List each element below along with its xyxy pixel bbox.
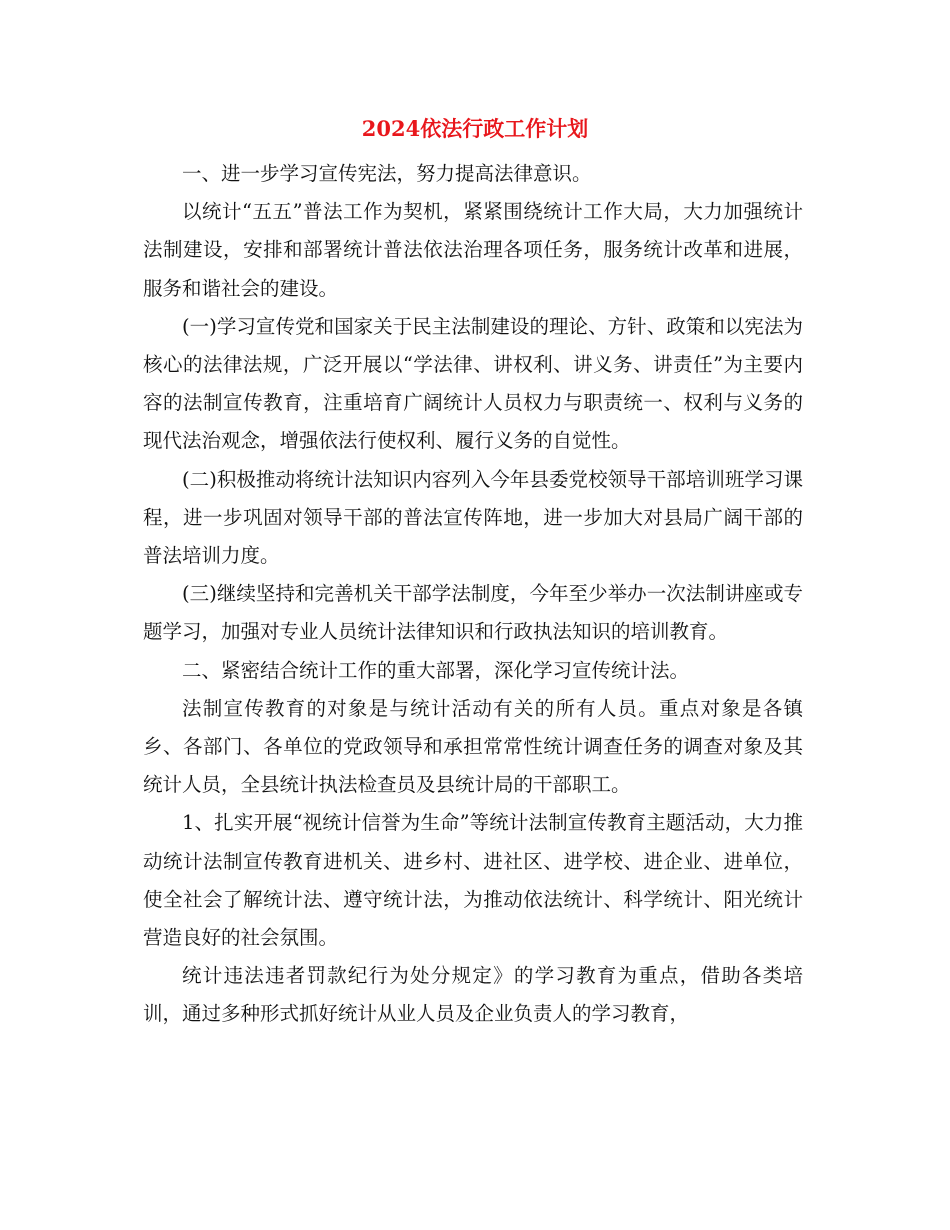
paragraph: (二)积极推动将统计法知识内容列入今年县委党校领导干部培训班学习课程，进一步巩固对领导干部的普法宣传阵地，进一步加大对县局广阔干部的普法培训力度。 [143,467,803,568]
paragraph: 法制宣传教育的对象是与统计活动有关的所有人员。重点对象是各镇乡、各部门、各单位的党政领导和承担常常性统计调查任务的调查对象及其统计人员，全县统计执法检查员及县统计局的干部职工。 [143,696,803,797]
section-heading-1: 一、进一步学习宣传宪法，努力提高法律意识。 [182,162,592,185]
paragraph: (一)学习宣传党和国家关于民主法制建设的理论、方针、政策和以宪法为核心的法律法规，广泛开展以“学法律、讲权利、讲义务、讲责任”为主要内容的法制宣传教育，注重培育广阔统计人员权力与职责统一、权利与义务的现代法治观念，增强依法行使权利、履行义务的自觉性。 [143,314,803,453]
paragraph: (三)继续坚持和完善机关干部学法制度，今年至少举办一次法制讲座或专题学习，加强对专业人员统计法律知识和行政执法知识的培训教育。 [143,582,803,644]
document-body [143,155,803,1034]
paragraph: 以统计“五五”普法工作为契机，紧紧围绕统计工作大局，大力加强统计法制建设，安排和部署统计普法依法治理各项任务，服务统计改革和进展，服务和谐社会的建设。 [143,200,803,300]
paragraph: 1、扎实开展“视统计信誉为生命”等统计法制宣传教育主题活动，大力推动统计法制宣传教育进机关、进乡村、进社区、进学校、进企业、进单位，使全社会了解统计法、遵守统计法，为推动依法统计、科学统计、阳光统计营造良好的社会氛围。 [143,811,803,950]
paragraph: 统计违法违者罚款纪行为处分规定》的学习教育为重点，借助各类培训，通过多种形式抓好统计从业人员及企业负责人的学习教育， [143,964,803,1026]
document-title: 2024依法行政工作计划 [361,116,589,141]
section-heading-2: 二、紧密结合统计工作的重大部署，深化学习宣传统计法。 [182,658,690,682]
